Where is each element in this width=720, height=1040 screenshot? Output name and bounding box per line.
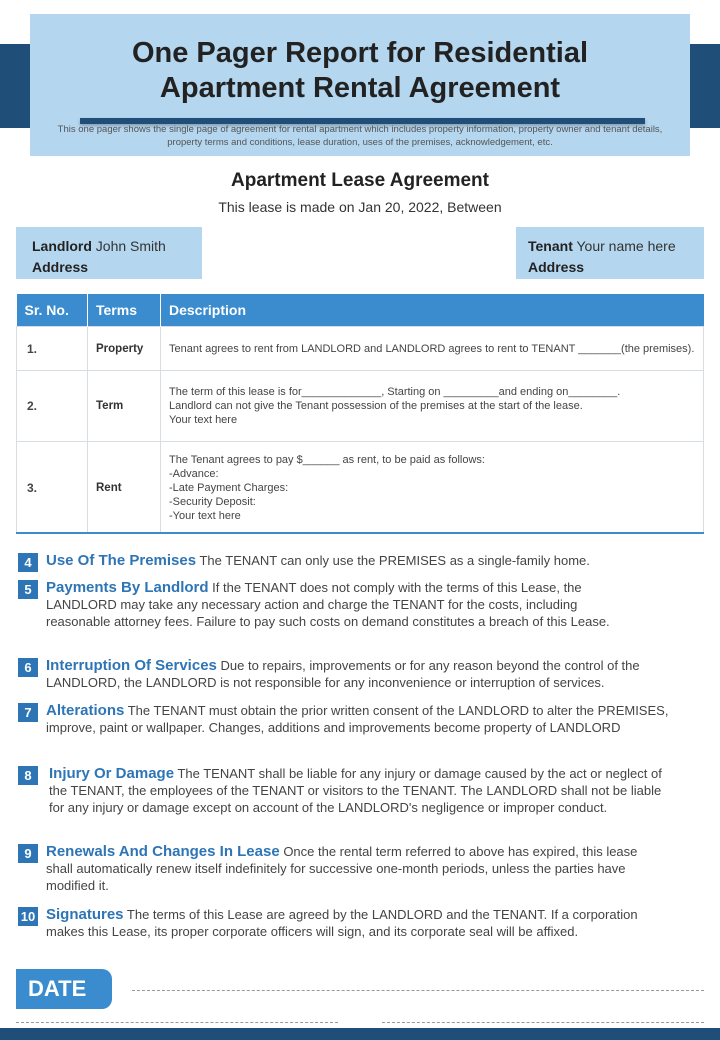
row-description	[161, 442, 704, 534]
desc-line: -Your text here	[169, 509, 241, 522]
left-side-band	[0, 44, 30, 128]
page-title	[30, 36, 690, 106]
desc-line: -Late Payment Charges:	[169, 481, 289, 494]
header-description: Description	[161, 294, 704, 327]
section-interruption-of-services	[18, 657, 686, 691]
section-body: If the TENANT does not comply with the terms of this Lease, the LANDLORD may take any necessary action and charge the TENANT for the costs, including reasonable attorney fees. Failure to pay such costs on demand constitutes a breach of this Lease.	[46, 580, 610, 629]
section-use-of-premises	[18, 552, 686, 569]
section-body: Due to repairs, improvements or for any reason beyond the control of the LANDLORD, the LANDLORD is not responsible for any inconvenience or interruption of services.	[46, 658, 640, 690]
row-sr-no: 1.	[17, 327, 88, 371]
table-row	[17, 327, 704, 371]
tenant-label: Tenant	[528, 238, 573, 254]
table-header-row	[17, 294, 704, 327]
section-title: Use Of The Premises	[46, 552, 197, 569]
lease-title: Apartment Lease Agreement	[231, 170, 489, 191]
desc-line: Tenant agrees to rent from LANDLORD and LANDLORD agrees to rent to TENANT _______(the premises).	[169, 342, 695, 355]
section-payments-by-landlord	[18, 579, 686, 630]
section-number-badge: 8	[18, 766, 38, 785]
section-body: Once the rental term referred to above has expired, this lease shall automatically renew itself indefinitely for successive one-month periods, unless the parties have modified it.	[46, 844, 638, 893]
page-subtitle: This one pager shows the single page of agreement for rental apartment which includes property information, property owner and tenant details, property terms and conditions, lease duration, uses of the premises, acknowledgement, etc.	[57, 124, 663, 148]
section-number-badge: 10	[18, 907, 38, 926]
section-body: The TENANT can only use the PREMISES as a single-family home.	[199, 553, 590, 568]
table-bottom-border	[16, 532, 704, 534]
section-title: Payments By Landlord	[46, 579, 209, 596]
landlord-label: Landlord	[32, 238, 92, 254]
section-title: Injury Or Damage	[49, 765, 175, 782]
section-number-badge: 4	[18, 553, 38, 572]
section-title: Signatures	[46, 906, 124, 923]
tenant-box	[516, 227, 704, 279]
section-title: Alterations	[46, 702, 125, 719]
desc-line: The term of this lease is for_____________, Starting on _________and ending on________.	[169, 386, 621, 398]
row-sr-no: 3.	[17, 442, 88, 534]
desc-line: Landlord can not give the Tenant possession of the premises at the start of the lease.	[169, 400, 583, 412]
section-number-badge: 6	[18, 658, 38, 677]
row-term: Rent	[88, 442, 161, 534]
header-box	[30, 14, 690, 156]
desc-line: Your text here	[169, 414, 238, 426]
section-renewals-and-changes	[18, 843, 686, 894]
header-sr-no: Sr. No.	[17, 294, 88, 327]
landlord-signature-line	[16, 1022, 338, 1023]
tenant-address-label: Address	[528, 259, 585, 275]
terms-table	[16, 294, 704, 534]
desc-line: The Tenant agrees to pay $______ as rent, to be paid as follows:	[169, 453, 485, 466]
date-label: DATE	[16, 969, 112, 1009]
lease-date-line: This lease is made on Jan 20, 2022, Between	[218, 199, 502, 215]
section-title: Interruption Of Services	[46, 657, 217, 674]
page-title-line2: Apartment Rental Agreement	[159, 72, 561, 104]
page-title-line1: One Pager Report for Residential	[131, 37, 589, 69]
section-injury-or-damage	[18, 765, 686, 816]
header-terms: Terms	[88, 294, 161, 327]
row-description	[161, 371, 704, 442]
footer-band	[0, 1028, 720, 1040]
section-number-badge: 5	[18, 580, 38, 599]
section-title: Renewals And Changes In Lease	[46, 843, 280, 860]
section-number-badge: 7	[18, 703, 38, 722]
table-row	[17, 371, 704, 442]
section-alterations	[18, 702, 686, 736]
date-signature-line	[132, 990, 704, 991]
section-number-badge: 9	[18, 844, 38, 863]
section-signatures	[18, 906, 686, 940]
row-description	[161, 327, 704, 371]
tenant-name: Your name here	[576, 238, 676, 254]
row-term: Term	[88, 371, 161, 442]
row-term: Property	[88, 327, 161, 371]
section-body: The TENANT must obtain the prior written consent of the LANDLORD to alter the PREMISES, improve, paint or wallpaper. Changes, additions and improvements become property of LANDLORD	[46, 703, 669, 735]
table-row	[17, 442, 704, 534]
section-body: The TENANT shall be liable for any injury or damage caused by the act or neglect of the TENANT, the employees of the TENANT or visitors to the TENANT. The LANDLORD shall not be liable for any injury or damage except on account of the LANDLORD's negligence or improper conduct.	[49, 766, 662, 815]
landlord-name: John Smith	[95, 238, 166, 254]
right-side-band	[690, 44, 720, 128]
desc-line: -Advance:	[169, 467, 219, 480]
landlord-box	[16, 227, 202, 279]
row-sr-no: 2.	[17, 371, 88, 442]
section-body: The terms of this Lease are agreed by the LANDLORD and the TENANT. If a corporation makes this Lease, its proper corporate officers will sign, and its corporate seal will be affixed.	[46, 907, 638, 939]
desc-line: -Security Deposit:	[169, 495, 256, 508]
tenant-signature-line	[382, 1022, 704, 1023]
landlord-address-label: Address	[32, 259, 89, 275]
